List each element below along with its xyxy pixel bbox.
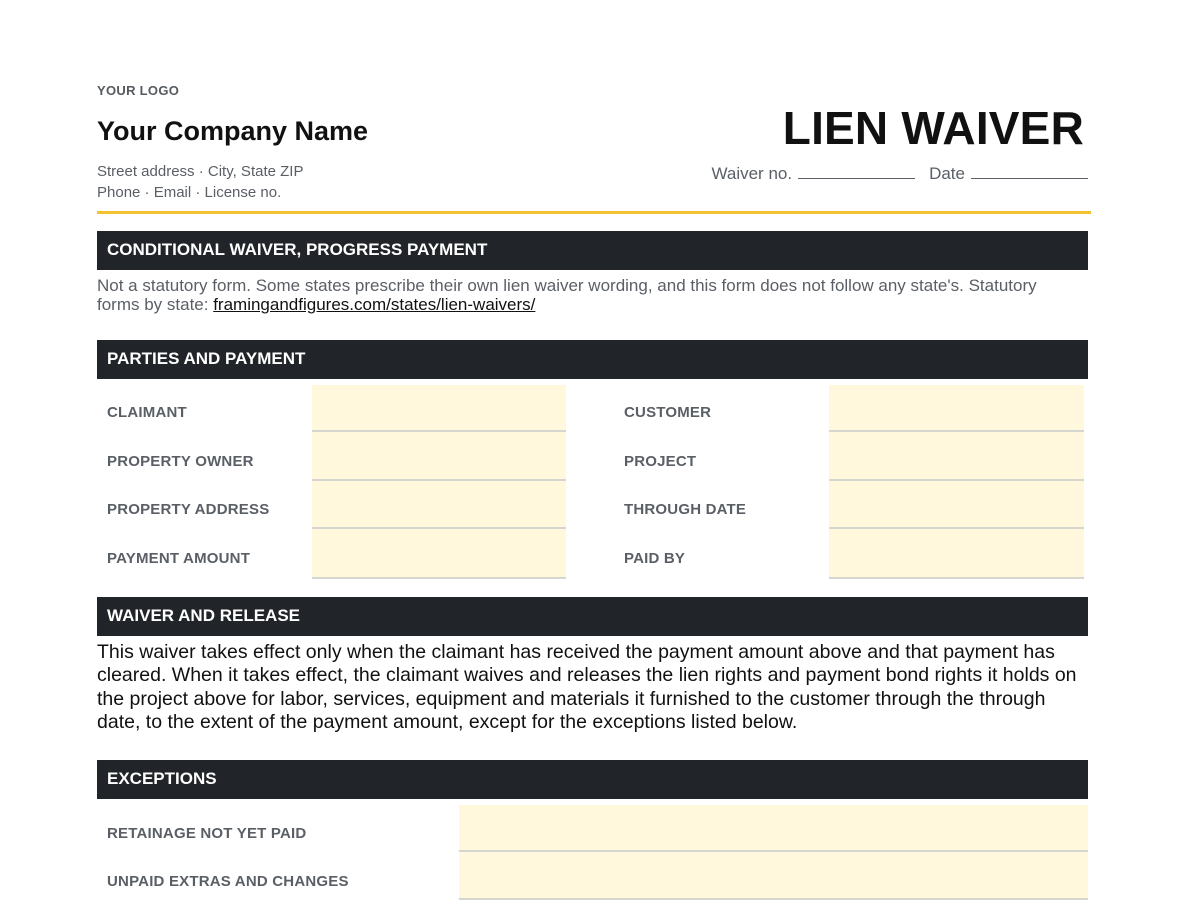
- property-address-field[interactable]: [312, 481, 566, 529]
- company-address: Street address · City, State ZIP: [97, 163, 304, 180]
- waiver-release-text: This waiver takes effect only when the claimant has received the payment amount above and that payment has cleared. When it takes effect, the claimant waives and releases the lien rights and payment bond rights it holds on the project above for labor, services, equipment and materials it furnished to the customer through the through date, to the extent of the payment amount, except for the exceptions listed below.: [97, 641, 1077, 733]
- section-heading-exceptions: EXCEPTIONS: [97, 760, 1088, 799]
- logo-placeholder: YOUR LOGO: [97, 83, 180, 98]
- document-title: LIEN WAIVER: [782, 102, 1084, 154]
- header-divider: [97, 211, 1091, 214]
- paid-by-label: PAID BY: [624, 550, 686, 567]
- property-address-label: PROPERTY ADDRESS: [107, 501, 270, 518]
- unpaid-extras-label: UNPAID EXTRAS AND CHANGES: [107, 873, 349, 890]
- date-field[interactable]: [971, 161, 1088, 179]
- statutory-note: [97, 276, 1082, 314]
- payment-amount-label: PAYMENT AMOUNT: [107, 550, 251, 567]
- project-field[interactable]: [829, 432, 1084, 481]
- section-heading-conditional: CONDITIONAL WAIVER, PROGRESS PAYMENT: [97, 231, 1088, 270]
- paid-by-field[interactable]: [829, 529, 1084, 579]
- retainage-label: RETAINAGE NOT YET PAID: [107, 825, 307, 842]
- section-heading-parties: PARTIES AND PAYMENT: [97, 340, 1088, 379]
- lien-waiver-form: [97, 0, 1088, 900]
- waiver-no-field[interactable]: [798, 161, 915, 179]
- customer-label: CUSTOMER: [624, 404, 712, 421]
- payment-amount-field[interactable]: [312, 529, 566, 579]
- date-group: [929, 161, 1088, 184]
- company-name: Your Company Name: [97, 116, 369, 146]
- statutory-note-text: Not a statutory form. Some states prescribe their own lien waiver wording, and this form does not follow any state's. Statutory forms by state:: [97, 276, 1037, 314]
- claimant-field[interactable]: [312, 385, 566, 432]
- statutory-forms-link[interactable]: framingandfigures.com/states/lien-waivers/: [213, 295, 536, 314]
- waiver-meta: [711, 161, 1088, 184]
- through-date-label: THROUGH DATE: [624, 501, 747, 518]
- waiver-no-label: Waiver no.: [711, 164, 793, 183]
- section-heading-waiver: WAIVER AND RELEASE: [97, 597, 1088, 636]
- property-owner-label: PROPERTY OWNER: [107, 453, 254, 470]
- date-label: Date: [929, 164, 965, 183]
- project-label: PROJECT: [624, 453, 697, 470]
- customer-field[interactable]: [829, 385, 1084, 432]
- through-date-field[interactable]: [829, 481, 1084, 529]
- retainage-field[interactable]: [459, 805, 1088, 852]
- unpaid-extras-field[interactable]: [459, 852, 1088, 900]
- claimant-label: CLAIMANT: [107, 404, 187, 421]
- company-contact: Phone · Email · License no.: [97, 184, 282, 201]
- waiver-no-group: [711, 161, 915, 184]
- property-owner-field[interactable]: [312, 432, 566, 481]
